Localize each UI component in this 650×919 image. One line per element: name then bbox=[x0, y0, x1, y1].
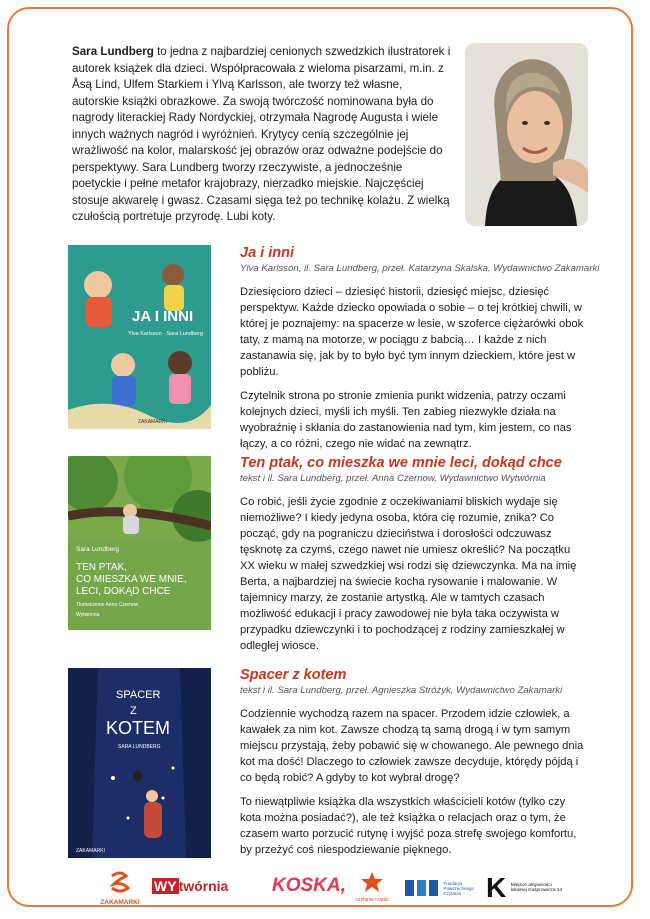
zakamarki-icon bbox=[108, 870, 132, 894]
cover-title-line: KOTEM bbox=[106, 718, 171, 738]
author-bio-text: to jedna z najbardziej cenionych szwedzkich ilustratorek i autorek książek dla dzieci. Współpracowała z wieloma pisarzami, m.in. z Åsą Lind, Ulfem Starkiem i Ylvą Karlsson, ale tworzy też własne, autorskie książki obrazkowe. Za swoją twórczość nominowana była do nagrody literackiej Rady Nordyckiej, otrzymała Nagrodę Augusta i wiele innych ważnych nagród i wyróżnień. Krytycy cenią szczególnie jej wrażliwość na kolor, malarskość jej obrazów oraz odważne podejście do perspektywy. Sara Lundberg tworzy rzeczywiste, a jednocześnie poetyckie i pełne metafor krajobrazy, nierzadko miejskie. Najczęściej stosuje akwarelę i gwasz. Czasami sięga też po technikę kolażu. Z wielką czułością portretuje przyrodę. Lubi koty. bbox=[72, 45, 451, 223]
book-entry-ten-ptak bbox=[240, 454, 585, 662]
cover-title-line: CO MIESZKA WE MNIE, bbox=[76, 574, 187, 585]
book-description: Czytelnik strona po stronie zmienia punkt widzenia, patrzy oczami kolejnych dzieci, myśli ich myśli. Ten zabieg niezwykle działa na wyobraźnię i skłania do zastanowienia nad tym, kim jestem, co nas łączy, a co różni, czego nie widać na zewnątrz. bbox=[240, 390, 572, 450]
zakamarki-logo bbox=[98, 870, 142, 906]
book-title: Ja i inni bbox=[240, 245, 294, 261]
fundacja-logo bbox=[405, 878, 487, 898]
book-description: Codziennie wychodzą razem na spacer. Przodem idzie człowiek, a kawałek za nim kot. Zawsze chodzą tą samą drogą i w tym samym miejscu przystają, żeby pobawić się w chowanego. Ale pewnego dnia kot ma dość! Dlaczego to człowiek zawsze decyduje, którędy pójdą i co będą robić? A gdyby to kot wybrał drogę? bbox=[240, 708, 584, 784]
book-title: Ten ptak, co mieszka we mnie leci, dokąd chce bbox=[240, 455, 562, 471]
author-portrait bbox=[465, 43, 588, 226]
cover-title-line: LECI, DOKĄD CHCE bbox=[76, 586, 171, 597]
book-description: Dziesięcioro dzieci – dziesięć historii, dziesięć miejsc, dziesięć perspektyw. Każde dziecko opowiada o sobie – o tej krótkiej chwili, w której je poznajemy: na spacerze w lesie, w szoferce ciężarówki obok taty, z mamą na motorze, w pociągu z babcią… I każde z nich zastanawia się, jak by to było być tym innym dzieckiem, które jest w pobliżu. bbox=[240, 286, 584, 378]
cover-translator: Tłumaczenie Anna Czernow bbox=[76, 602, 139, 608]
cover-title: JA I INNI bbox=[132, 308, 194, 325]
koska-logo: KOSKA, bbox=[272, 875, 346, 896]
book-title: Spacer z kotem bbox=[240, 667, 347, 683]
czytanie-rzadzi-logo bbox=[352, 872, 392, 903]
cover-author: Sara Lundberg bbox=[76, 546, 120, 553]
cover-author: SARA LUNDBERG bbox=[118, 744, 161, 750]
cover-title-line: Z bbox=[130, 705, 137, 717]
czytanie-rzadzi-label: czytanie rządzi bbox=[355, 897, 389, 903]
wytwornia-mark: WY bbox=[154, 878, 177, 894]
fundacja-label: Fundacja Powszechnego Czytania bbox=[443, 880, 474, 896]
kasprowicza-label: Miejsce aktywności lokalnej Kasprowicza 14 bbox=[510, 882, 563, 893]
book-entry-ja-i-inni bbox=[240, 244, 600, 460]
star-icon bbox=[359, 872, 385, 892]
cover-publisher: Wytwórnia bbox=[76, 612, 100, 618]
book-cover-ja-i-inni bbox=[68, 245, 211, 429]
book-cover-ten-ptak bbox=[68, 456, 211, 630]
book-entry-spacer-z-kotem bbox=[240, 666, 585, 866]
k-mark-icon: K bbox=[486, 872, 507, 903]
wytwornia-logo bbox=[152, 878, 228, 894]
book-credit: tekst i il. Sara Lundberg, przeł. Anna Czernow, Wydawnictwo Wytwórnia bbox=[240, 473, 546, 484]
book-credit: Ylva Karlsson, il. Sara Lundberg, przeł. Katarzyna Skalska, Wydawnictwo Zakamarki bbox=[240, 263, 600, 274]
author-bio bbox=[72, 44, 452, 226]
cover-title-line: SPACER bbox=[116, 689, 161, 701]
author-name: Sara Lundberg bbox=[72, 45, 154, 58]
fundacja-icon bbox=[405, 878, 439, 898]
kasprowicza-logo bbox=[486, 872, 565, 904]
book-description: Co robić, jeśli życie zgodnie z oczekiwaniami bliskich wydaje się niemożliwe? I kiedy jedyna osoba, która cię rozumie, znika? Co począć, gdy na pograniczu dzieciństwa i dorosłości odczuwasz tęsknotę za czymś, czego nawet nie umiesz określić? Na początku XX wieku w małej szwedzkiej wsi rodzi się dziewczynka. Ma na imię Berta, a najbardziej na świecie kocha rysowanie i malowanie. W tajemnicy marzy, że zostanie artystką. Ale w tamtych czasach możliwość edukacji i pracy zawodowej nie była taka oczywista w przypadku dziewczynki i to pochodzącej z rodziny zamieszkałej w odległej wiosce. bbox=[240, 496, 577, 652]
zakamarki-label: ZAKAMARKI bbox=[100, 899, 140, 906]
cover-publisher: ZAKAMARKI bbox=[138, 419, 167, 425]
book-credit: tekst i il. Sara Lundberg, przeł. Agnieszka Stróżyk, Wydawnictwo Zakamarki bbox=[240, 685, 563, 696]
cover-authors: Ylva Karlsson · Sara Lundberg bbox=[128, 331, 203, 337]
book-cover-spacer-z-kotem bbox=[68, 668, 211, 858]
book-description: To niewątpliwie książka dla wszystkich właścicieli kotów (tylko czy kota można posiadać?), ale też książka o relacjach oraz o tym, że czasem warto porzucić rutynę i wyjść poza strefę swojego komfortu, by przeżyć coś niespodziewanie pięknego. bbox=[240, 796, 577, 856]
cover-publisher: ZAKAMARKI bbox=[76, 848, 105, 854]
cover-title-line: TEN PTAK, bbox=[76, 562, 127, 573]
partner-logos bbox=[0, 870, 650, 910]
wytwornia-label: twórnia bbox=[178, 878, 229, 894]
